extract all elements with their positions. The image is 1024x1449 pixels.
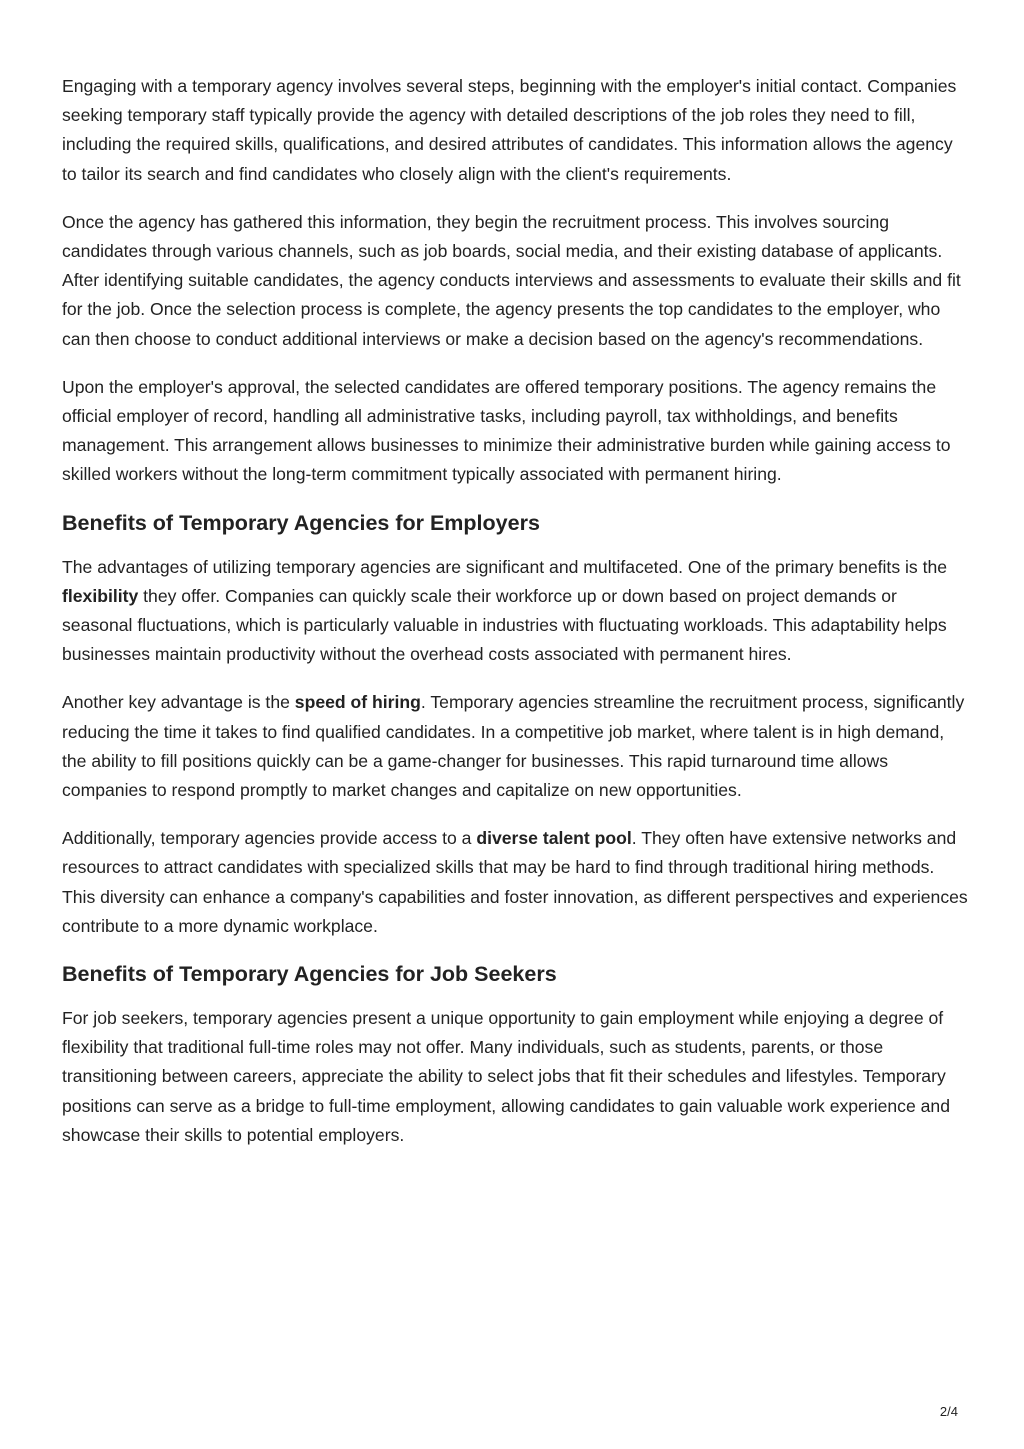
text-segment: The advantages of utilizing temporary agencies are significant and multifaceted. One of the primary benefits is the <box>62 556 948 577</box>
document-page <box>62 72 968 1169</box>
heading-benefits-employers: Benefits of Temporary Agencies for Employers <box>62 510 540 535</box>
page-number: 2/4 <box>939 1404 958 1419</box>
text-segment: Another key advantage is the <box>62 692 295 713</box>
paragraph-speed-of-hiring <box>62 688 968 805</box>
heading-benefits-job-seekers: Benefits of Temporary Agencies for Job Seekers <box>62 962 557 987</box>
bold-term-speed-of-hiring: speed of hiring <box>294 692 421 713</box>
paragraph-employer-approval: Upon the employer's approval, the selected candidates are offered temporary positions. The agency remains the official employer of record, handling all administrative tasks, including payroll, tax withholdings, and benefits management. This arrangement allows businesses to minimize their administrative burden while gaining access to skilled workers without the long-term commitment typically associated with permanent hiring. <box>62 376 951 485</box>
bold-term-flexibility: flexibility <box>62 585 139 606</box>
text-segment: . Temporary agencies streamline the recruitment process, significantly reducing the time it takes to find qualified candidates. In a competitive job market, where talent is in high demand, the ability to fill positions quickly can be a game-changer for businesses. This rapid turnaround time allows companies to respond promptly to market changes and capitalize on new opportunities. <box>62 692 965 801</box>
bold-term-diverse-talent-pool: diverse talent pool <box>476 828 632 849</box>
paragraph-recruitment-process: Once the agency has gathered this information, they begin the recruitment process. This involves sourcing candidates through various channels, such as job boards, social media, and their existing database of applicants. After identifying suitable candidates, the agency conducts interviews and assessments to evaluate their skills and fit for the job. Once the selection process is complete, the agency presents the top candidates to the employer, who can then choose to conduct additional interviews or make a decision based on the agency's recommendations. <box>62 211 961 349</box>
text-segment: Additionally, temporary agencies provide access to a <box>62 828 477 849</box>
paragraph-job-seekers: For job seekers, temporary agencies present a unique opportunity to gain employment while enjoying a degree of flexibility that traditional full-time roles may not offer. Many individuals, such as students, parents, or those transitioning between careers, appreciate the ability to select jobs that fit their schedules and lifestyles. Temporary positions can serve as a bridge to full-time employment, allowing candidates to gain valuable work experience and showcase their skills to potential employers. <box>62 1008 951 1145</box>
text-segment: . They often have extensive networks and resources to attract candidates with specialized skills that may be hard to find through traditional hiring methods. This diversity can enhance a company's capabilities and foster innovation, as different perspectives and experiences contribute to a more dynamic workplace. <box>62 828 968 936</box>
paragraph-flexibility <box>62 553 968 670</box>
paragraph-agency-engagement: Engaging with a temporary agency involves several steps, beginning with the employer's initial contact. Companies seeking temporary staff typically provide the agency with detailed descriptions of the job roles they need to fill, including the required skills, qualifications, and desired attributes of candidates. This information allows the agency to tailor its search and find candidates who closely align with the client's requirements. <box>62 76 957 184</box>
paragraph-diverse-talent-pool <box>62 824 968 941</box>
text-segment: they offer. Companies can quickly scale their workforce up or down based on project demands or seasonal fluctuations, which is particularly valuable in industries with fluctuating workloads. This adaptability helps businesses maintain productivity without the overhead costs associated with permanent hires. <box>62 585 947 665</box>
